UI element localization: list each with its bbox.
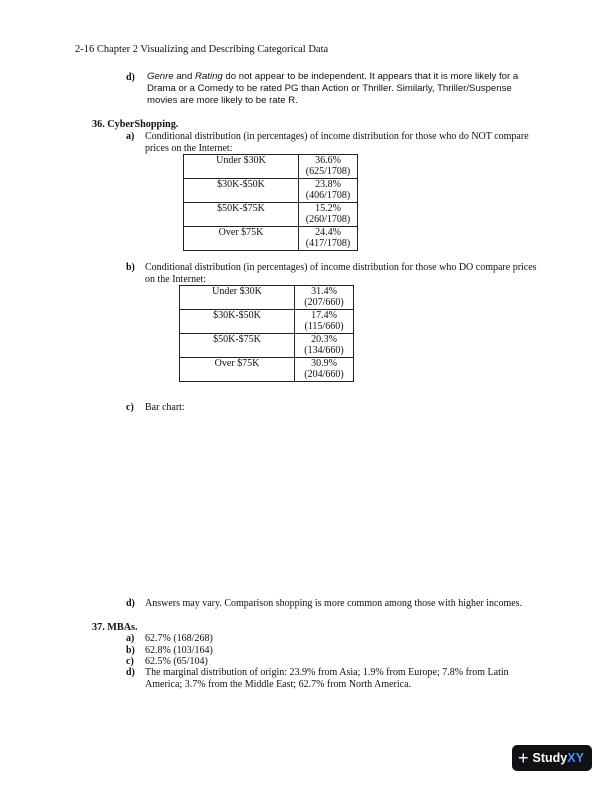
q36a-label: a) bbox=[126, 131, 135, 142]
studyxy-logo-badge[interactable] bbox=[512, 745, 592, 771]
q36a-table bbox=[183, 154, 358, 251]
q36d-label: d) bbox=[126, 598, 135, 609]
table-row bbox=[184, 227, 358, 251]
q36b-label: b) bbox=[126, 262, 135, 273]
q35d-line-1 bbox=[147, 71, 567, 83]
page-header: 2-16 Chapter 2 Visualizing and Describing Categorical Data bbox=[75, 44, 329, 55]
q37d-line-2: America; 3.7% from the Middle East; 62.7% from North America. bbox=[145, 678, 412, 690]
q37c-text: 62.5% (65/104) bbox=[145, 656, 208, 667]
table-row bbox=[180, 286, 354, 310]
q35d-and: and bbox=[173, 71, 196, 82]
q37b-label: b) bbox=[126, 645, 135, 656]
table-row bbox=[180, 334, 354, 358]
table-cell-value: 20.3% (134/660) bbox=[295, 334, 354, 358]
q35d-text bbox=[147, 71, 567, 108]
q37c-label: c) bbox=[126, 656, 134, 667]
q37d-line-1: The marginal distribution of origin: 23.9% from Asia; 1.9% from Europe; 7.8% from Latin bbox=[145, 667, 509, 678]
table-cell-value: 31.4% (207/660) bbox=[295, 286, 354, 310]
q35d-line-3: movies are more likely to be rate R. bbox=[147, 95, 298, 107]
table-cell-value: 30.9% (204/660) bbox=[295, 358, 354, 382]
q35d-genre: Genre bbox=[147, 71, 174, 82]
table-cell-category: Over $75K bbox=[180, 358, 295, 382]
table-cell-category: Over $75K bbox=[184, 227, 299, 251]
q36a-text bbox=[145, 131, 565, 154]
q36a-line-1: Conditional distribution (in percentages) of income distribution for those who do NOT compare bbox=[145, 131, 529, 142]
table-cell-value: 15.2% (260/1708) bbox=[299, 203, 358, 227]
q35d-line1-rest: do not appear to be independent. It appears that it is more likely for a bbox=[222, 71, 519, 82]
table-cell-value: 17.4% (115/660) bbox=[295, 310, 354, 334]
q35d-label: d) bbox=[126, 72, 135, 83]
q37d-label: d) bbox=[126, 667, 135, 678]
table-row bbox=[184, 155, 358, 179]
q36b-text bbox=[145, 262, 570, 285]
table-cell-value: 23.8% (406/1708) bbox=[299, 179, 358, 203]
table-cell-category: $50K-$75K bbox=[180, 334, 295, 358]
table-row bbox=[184, 179, 358, 203]
q37a-text: 62.7% (168/268) bbox=[145, 633, 213, 644]
q36-title: 36. CyberShopping. bbox=[92, 119, 179, 130]
plus-icon: + bbox=[518, 748, 529, 768]
table-cell-category: Under $30K bbox=[184, 155, 299, 179]
table-cell-category: $30K-$50K bbox=[180, 310, 295, 334]
table-cell-category: $30K-$50K bbox=[184, 179, 299, 203]
table-cell-value: 36.6% (625/1708) bbox=[299, 155, 358, 179]
table-cell-value: 24.4% (417/1708) bbox=[299, 227, 358, 251]
q37b-text: 62.8% (103/164) bbox=[145, 645, 213, 656]
table-row bbox=[180, 358, 354, 382]
q36b-line-1: Conditional distribution (in percentages) of income distribution for those who DO compare prices bbox=[145, 262, 537, 273]
q36d-text: Answers may vary. Comparison shopping is more common among those with higher incomes. bbox=[145, 598, 523, 609]
table-row bbox=[184, 203, 358, 227]
q36c-label: c) bbox=[126, 402, 134, 413]
q37d-text bbox=[145, 667, 575, 690]
table-cell-category: Under $30K bbox=[180, 286, 295, 310]
q37-title: 37. MBAs. bbox=[92, 622, 138, 633]
badge-study-text: Study bbox=[532, 751, 568, 765]
q36b-line-2: on the Internet: bbox=[145, 273, 207, 285]
table-cell-category: $50K-$75K bbox=[184, 203, 299, 227]
q35d-rating: Rating bbox=[195, 71, 223, 82]
q36a-line-2: prices on the Internet: bbox=[145, 142, 233, 154]
table-row bbox=[180, 310, 354, 334]
q35d-line-2: Drama or a Comedy to be rated PG than Action or Thriller. Similarly, Thriller/Suspense bbox=[147, 83, 512, 95]
q37a-label: a) bbox=[126, 633, 135, 644]
q36c-text: Bar chart: bbox=[145, 402, 185, 413]
badge-xy-text: XY bbox=[567, 751, 584, 765]
q36b-table bbox=[179, 285, 354, 382]
